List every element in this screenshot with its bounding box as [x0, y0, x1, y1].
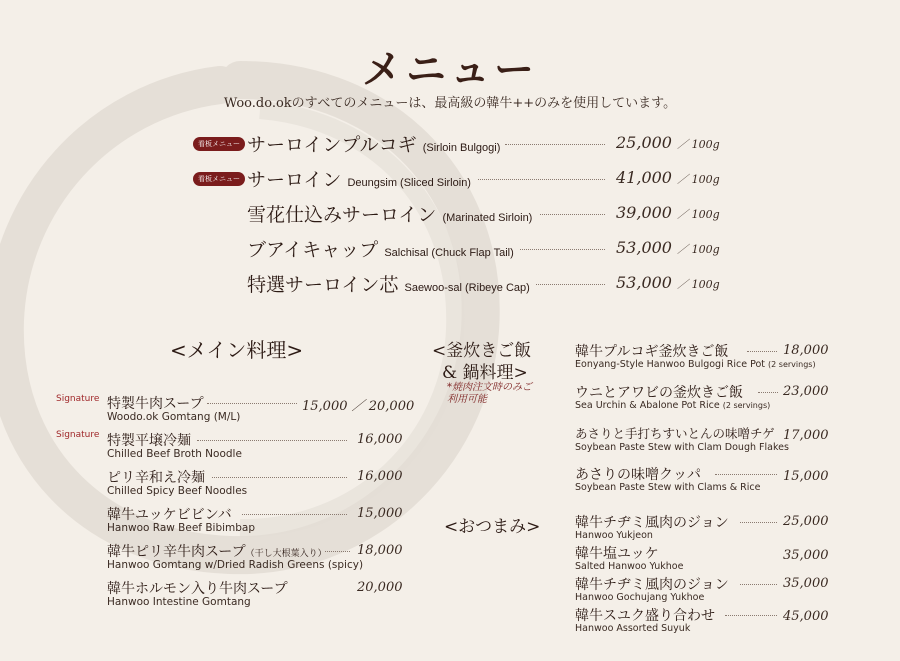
snacks-section-title: <おつまみ>: [444, 517, 541, 537]
item-price: 25,000: [783, 514, 829, 529]
item-price: 18,000: [357, 543, 403, 558]
signature-item: [0, 235, 900, 265]
item-english: Hanwoo Gochujang Yukhoe: [575, 592, 705, 603]
item-price: 35,000: [783, 548, 829, 563]
item-price: 39,000 ／ 100g: [616, 203, 720, 222]
item-english: Woodo.ok Gomtang (M/L): [107, 411, 241, 423]
item-price: 45,000: [783, 609, 829, 624]
item-name: 韓牛ピリ辛牛肉スープ（干し大根葉入り）: [107, 544, 327, 560]
rice-item: [575, 424, 829, 464]
signature-badge: 看板メニュー: [193, 172, 245, 186]
item-english: Salted Hanwoo Yukhoe: [575, 561, 684, 572]
signature-badge: 看板メニュー: [193, 137, 245, 151]
dot-leader: [536, 284, 605, 285]
item-name: 特選サーロイン芯 Saewoo-sal (Ribeye Cap): [247, 274, 530, 296]
item-name: サーロイン Deungsim (Sliced Sirloin): [247, 169, 471, 191]
rice-note-line: *焼肉注文時のみご: [447, 382, 532, 393]
item-name: ウニとアワビの釜炊きご飯: [575, 385, 743, 401]
item-price: 20,000: [357, 580, 403, 595]
item-english: Hanwoo Assorted Suyuk: [575, 623, 691, 634]
item-english: Hanwoo Yukjeon: [575, 530, 653, 541]
dot-leader: [740, 522, 777, 523]
main-item: [107, 393, 415, 433]
dot-leader: [242, 514, 347, 515]
main-item: [107, 578, 403, 618]
dot-leader: [747, 351, 777, 352]
item-english: Hanwoo Intestine Gomtang: [107, 596, 251, 608]
item-price: 15,000: [357, 506, 403, 521]
item-name: 韓牛ホルモン入り牛肉スープ: [107, 581, 288, 597]
main-item: [107, 430, 403, 470]
page-subtitle: Woo.do.okのすべてのメニューは、最高級の韓牛++のみを使用しています。: [223, 96, 677, 111]
item-price: 23,000: [783, 384, 829, 399]
signature-tag: Signature: [56, 394, 100, 404]
signature-item: [0, 200, 900, 230]
item-english: Chilled Beef Broth Noodle: [107, 448, 242, 460]
signature-tag: Signature: [56, 430, 100, 440]
item-price: 53,000 ／ 100g: [616, 273, 720, 292]
dot-leader: [325, 551, 350, 552]
page-title: メニュー: [362, 46, 538, 93]
item-price: 53,000 ／ 100g: [616, 238, 720, 257]
item-price: 16,000: [357, 432, 403, 447]
rice-item: [575, 382, 829, 422]
item-name: 韓牛塩ユッケ: [575, 546, 659, 562]
item-price: 35,000: [783, 576, 829, 591]
item-english: Eonyang-Style Hanwoo Bulgogi Rice Pot (2 servings): [575, 359, 816, 370]
dot-leader: [207, 403, 297, 404]
item-name: 韓牛プルコギ釜炊きご飯: [575, 344, 729, 360]
signature-item: [0, 130, 900, 160]
item-name: サーロインプルコギ (Sirloin Bulgogi): [247, 134, 501, 156]
signature-item: [0, 270, 900, 300]
item-price: 17,000: [783, 428, 829, 443]
item-english: Sea Urchin & Abalone Pot Rice (2 servings): [575, 400, 771, 411]
dot-leader: [212, 477, 347, 478]
dot-leader: [740, 584, 777, 585]
dot-leader: [715, 474, 777, 475]
item-name: あさりと手打ちすいとんの味噌チゲ: [575, 426, 775, 441]
signature-item: [0, 165, 900, 195]
snack-item: [575, 605, 829, 645]
item-english: Soybean Paste Stew with Clams & Rice: [575, 482, 761, 493]
item-name: 韓牛スユク盛り合わせ: [575, 608, 715, 624]
rice-note: [447, 382, 532, 406]
item-name: 特製牛肉スープ: [107, 396, 204, 412]
dot-leader: [758, 392, 778, 393]
item-name: 雪花仕込みサーロイン (Marinated Sirloin): [247, 204, 533, 226]
item-english: Soybean Paste Stew with Clam Dough Flakes: [575, 442, 789, 453]
rice-item: [575, 341, 829, 381]
item-price: 16,000: [357, 469, 403, 484]
item-price: 15,000: [783, 469, 829, 484]
item-price: 25,000 ／ 100g: [616, 133, 720, 152]
item-english: Hanwoo Raw Beef Bibimbap: [107, 522, 256, 534]
item-name: 韓牛チヂミ風肉のジョン: [575, 577, 729, 593]
item-english: Chilled Spicy Beef Noodles: [107, 485, 248, 497]
main-section-title: <メイン料理>: [170, 338, 304, 362]
rice-section-title: <釜炊きご飯: [432, 341, 532, 361]
rice-item: [575, 464, 829, 504]
item-name: 韓牛ユッケビビンバ: [107, 507, 232, 523]
dot-leader: [197, 440, 347, 441]
item-name: あさりの味噌クッパ: [575, 467, 701, 483]
item-price: 41,000 ／ 100g: [616, 168, 720, 187]
item-name: 特製平壌冷麺: [107, 433, 191, 449]
rice-section-title-2: & 鍋料理>: [442, 363, 528, 383]
dot-leader: [540, 214, 605, 215]
main-item: [107, 467, 403, 507]
item-price: 18,000: [783, 343, 829, 358]
item-name: 韓牛チヂミ風肉のジョン: [575, 515, 729, 531]
item-name: ブアイキャップ Salchisal (Chuck Flap Tail): [247, 239, 514, 261]
dot-leader: [505, 144, 605, 145]
dot-leader: [520, 249, 605, 250]
main-item: [107, 504, 403, 544]
main-item: [107, 541, 403, 581]
dot-leader: [725, 615, 777, 616]
item-english: Hanwoo Gomtang w/Dried Radish Greens (spicy): [107, 559, 364, 571]
dot-leader: [478, 179, 605, 180]
item-name: ピリ辛和え冷麺: [107, 470, 205, 486]
rice-note-line: 利用可能: [447, 394, 487, 405]
item-price: 15,000 ／ 20,000: [302, 399, 415, 414]
